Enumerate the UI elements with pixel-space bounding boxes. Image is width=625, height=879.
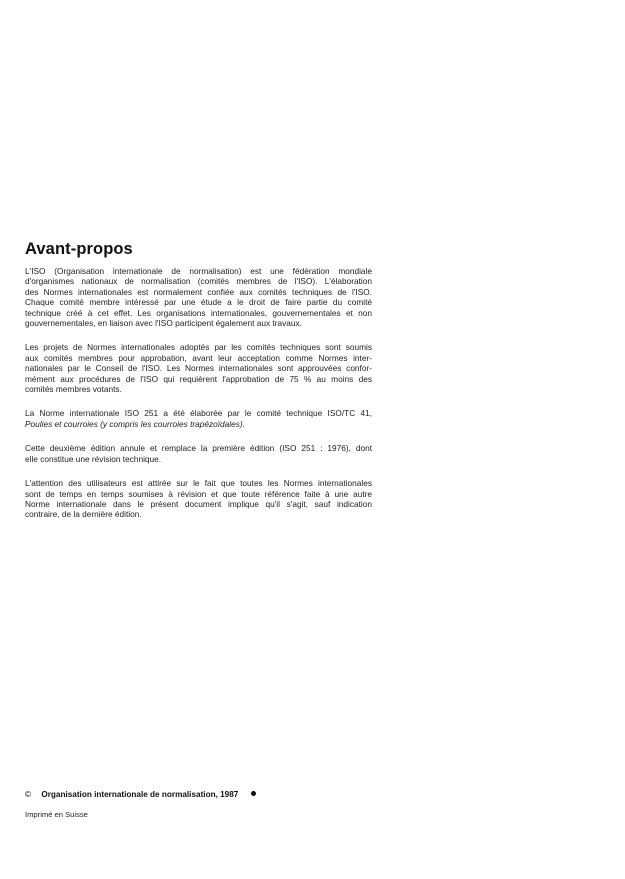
paragraph-iso-description (25, 266, 372, 328)
bullet-icon (251, 791, 256, 796)
text-line: aux comités membres pour approbation, avant leur acceptation comme Normes inter- (25, 352, 372, 363)
text-line: d'organismes nationaux de normalisation (comités membres de l'ISO). L'élaboration (25, 276, 372, 287)
text-line: comités membres votants. (25, 384, 122, 395)
paragraph-edition-note (25, 443, 372, 464)
text-line: Les projets de Normes internationales adoptés par les comités techniques sont soumis (25, 342, 372, 353)
page-title: Avant-propos (25, 240, 133, 258)
text-line: Chaque comité membre intéressé par une étude a le droit de faire partie du comité (25, 297, 372, 308)
text-line: Norme internationale dans le présent document implique qu'il s'agit, sauf indication (25, 498, 372, 509)
text-line: L'ISO (Organisation internationale de normalisation) est une fédération mondiale (25, 266, 372, 276)
text-line: La Norme internationale ISO 251 a été élaborée par le comité technique ISO/TC 41, (25, 408, 372, 419)
printed-in-note: Imprimé en Suisse (25, 810, 88, 819)
copyright-icon: © (25, 790, 32, 799)
text-line: gouvernementales, en liaison avec l'ISO participent également aux travaux. (25, 318, 302, 329)
copyright-notice (25, 790, 256, 799)
text-line: sont de temps en temps soumises à révision et que toute référence faite à une autre (25, 488, 372, 499)
text-line: Cette deuxième édition annule et remplace la première édition (ISO 251 : 1976), dont (25, 443, 372, 454)
text-line: des Normes internationales est normalement confiée aux comités techniques de l'ISO. (25, 286, 372, 297)
copyright-text: Organisation internationale de normalisation, 1987 (41, 790, 239, 799)
text-line: elle constitue une révision technique. (25, 453, 162, 464)
paragraph-approval-process (25, 342, 372, 394)
text-line: contraire, de la dernière édition. (25, 509, 142, 520)
text-line: nationales par le Conseil de l'ISO. Les Normes internationales sont approuvées confor- (25, 363, 372, 374)
text-line: mément aux procédures de l'ISO qui requièrent l'approbation de 75 % au moins des (25, 373, 372, 384)
text-line: technique créé à cet effet. Les organisations internationales, gouvernementales et non (25, 307, 372, 318)
paragraph-technical-committee (25, 408, 372, 429)
paragraph-revision-notice (25, 478, 372, 520)
committee-title: Poulies et courroies (y compris les courroies trapézoïdales). (25, 418, 245, 429)
text-line: L'attention des utilisateurs est attirée sur le fait que toutes les Normes internationales (25, 478, 372, 489)
foreword-body (25, 266, 372, 534)
